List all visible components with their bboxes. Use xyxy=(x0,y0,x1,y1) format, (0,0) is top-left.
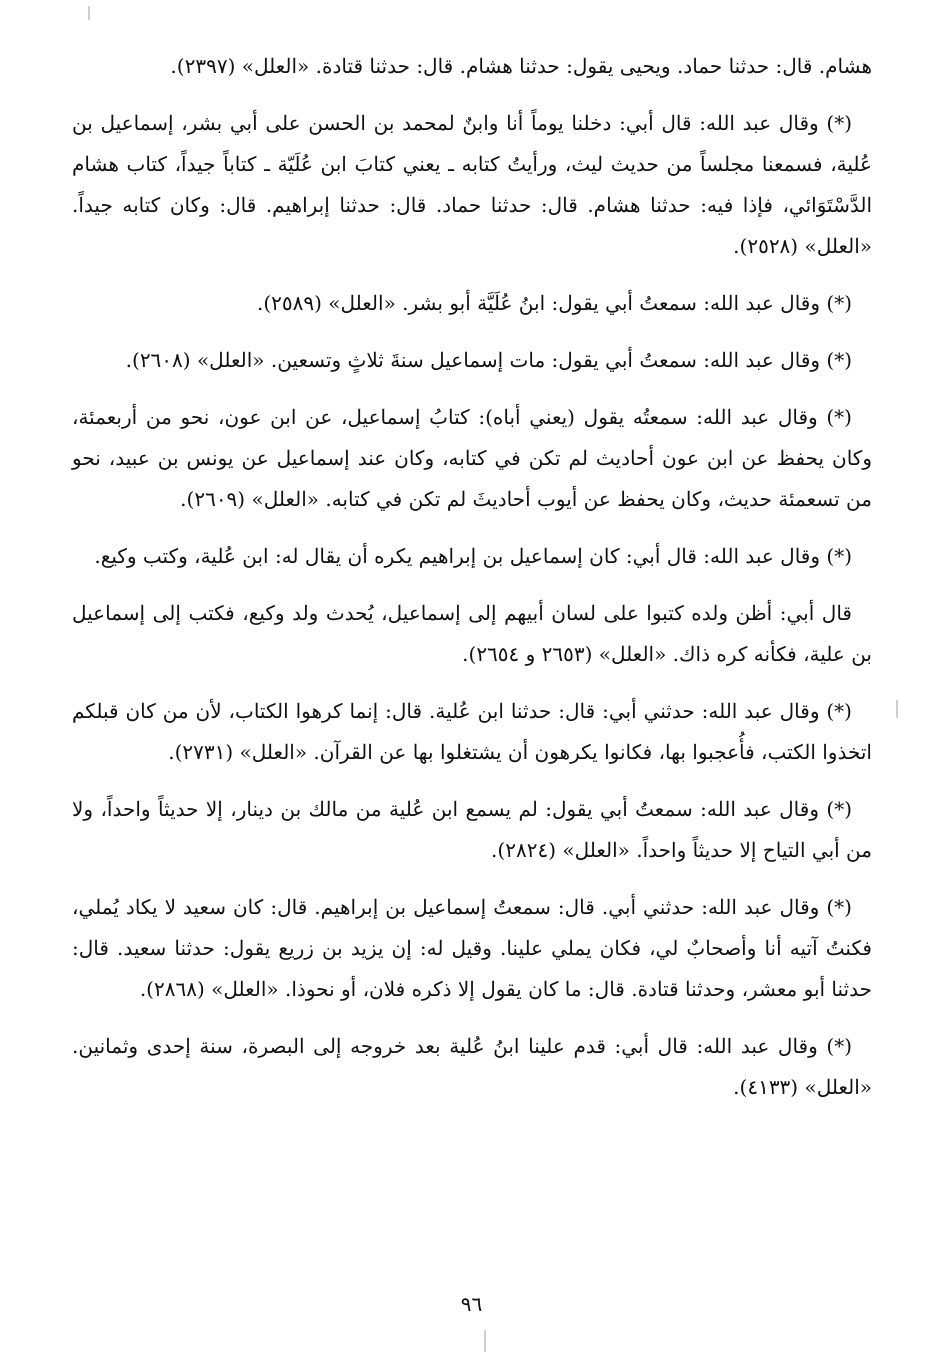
paragraph-11: (*) وقال عبد الله: قال أبي: قدم علينا ابنُ عُلية بعد خروجه إلى البصرة، سنة إحدى وثمانين. «العلل» (٤١٣٣). xyxy=(72,1034,872,1099)
scan-speck xyxy=(484,1330,486,1352)
page-body-text xyxy=(72,46,872,1124)
paragraph-9: (*) وقال عبد الله: سمعتُ أبي يقول: لم يسمع ابن عُلية من مالك بن دينار، إلا حديثاً واحداً، ولا من أبي التياح إلا حديثاً واحداً. «العلل» (٢٨٢٤). xyxy=(72,797,872,862)
scan-speck xyxy=(88,6,90,20)
page-number: ٩٦ xyxy=(460,1292,483,1316)
paragraph-7: قال أبي: أظن ولده كتبوا على لسان أبيهم إلى إسماعيل، يُحدث ولد وكيع، فكتب إلى إسماعيل بن علية، فكأنه كره ذاك. «العلل» (٢٦٥٣ و ٢٦٥٤). xyxy=(72,601,872,666)
paragraph-2: (*) وقال عبد الله: قال أبي: دخلنا يوماً أنا وابنٌ لمحمد بن الحسن على أبي بشر، إسماعيل بن عُلية، فسمعنا مجلساً من حديث ليث، ورأيتُ كتابه ـ يعني كتابَ ابن عُلَيّة ـ كتاباً جيداً، كتاب هشام الدَّسْتَوَائي، فإذا فيه: حدثنا هشام. قال: حدثنا حماد. قال: حدثنا إبراهيم. قال: وكان كتابه جيداً. «العلل» (٢٥٢٨). xyxy=(72,111,872,258)
paragraph-4: (*) وقال عبد الله: سمعتُ أبي يقول: مات إسماعيل سنةَ ثلاثٍ وتسعين. «العلل» (٢٦٠٨). xyxy=(125,348,852,372)
paragraph-1: هشام. قال: حدثنا حماد. ويحيى يقول: حدثنا هشام. قال: حدثنا قتادة. «العلل» (٢٣٩٧). xyxy=(170,54,872,78)
paragraph-5: (*) وقال عبد الله: سمعتُه يقول (يعني أباه): كتابُ إسماعيل، عن ابن عون، نحو من أربعمئة، وكان يحفظ عن ابن عون أحاديث لم تكن في كتابه، وكان عند إسماعيل عن يونس بن عبيد، نحو من تسعمئة حديث، وكان يحفظ عن أيوب أحاديثَ لم تكن في كتابه. «العلل» (٢٦٠٩). xyxy=(72,405,872,511)
scan-speck xyxy=(896,700,898,718)
paragraph-8: (*) وقال عبد الله: حدثني أبي: قال: حدثنا ابن عُلية. قال: إنما كرهوا الكتاب، لأن من كان قبلكم اتخذوا الكتب، فأُعجبوا بها، فكانوا يكرهون أن يشتغلوا بها عن القرآن. «العلل» (٢٧٣١). xyxy=(72,699,872,764)
paragraph-3: (*) وقال عبد الله: سمعتُ أبي يقول: ابنُ عُلَيَّة أبو بشر. «العلل» (٢٥٨٩). xyxy=(256,291,852,315)
paragraph-6: (*) وقال عبد الله: قال أبي: كان إسماعيل بن إبراهيم يكره أن يقال له: ابن عُلية، وكتب وكيع. xyxy=(94,544,852,568)
paragraph-10: (*) وقال عبد الله: حدثني أبي. قال: سمعتُ إسماعيل بن إبراهيم. قال: كان سعيد لا يكاد يُملي، فكنتُ آتيه أنا وأصحابٌ لي، فكان يملي علينا. وقيل له: إن يزيد بن زريع يقول: حدثنا سعيد. قال: حدثنا أبو معشر، وحدثنا قتادة. قال: ما كان يقول إلا ذكره فلان، أو نحوذا. «العلل» (٢٨٦٨). xyxy=(72,895,872,1001)
